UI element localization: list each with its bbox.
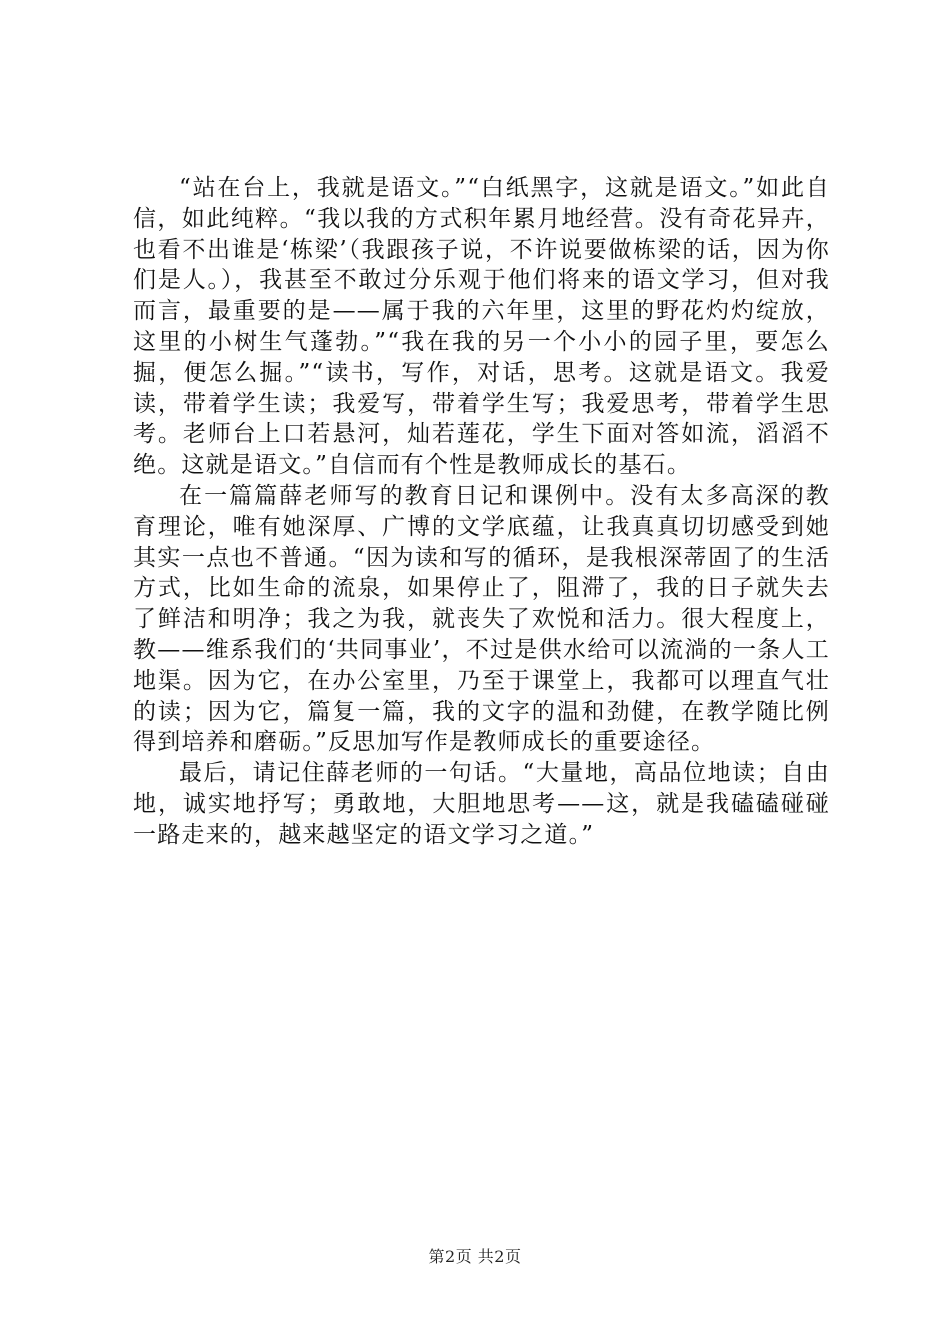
paragraph-3: 最后，请记住薛老师的一句话。“大量地，高品位地读；自由地，诚实地抒写；勇敢地，大胆地思考——这，就是我磕磕碰碰一路走来的，越来越坚定的语文学习之道。” bbox=[133, 760, 830, 848]
paragraph-1: “站在台上，我就是语文。”“白纸黑字，这就是语文。”如此自信，如此纯粹。“我以我的方式积年累月地经营。没有奇花异卉，也看不出谁是‘栋梁’（我跟孩子说，不许说要做栋梁的话，因为你们是人。），我甚至不敢过分乐观于他们将来的语文学习，但对我而言，最重要的是——属于我的六年里，这里的野花灼灼绽放，这里的小树生气蓬勃。”“我在我的另一个小小的园子里，要怎么掘，便怎么掘。”“读书，写作，对话，思考。这就是语文。我爱读，带着学生读；我爱写，带着学生写；我爱思考，带着学生思考。老师台上口若悬河，灿若莲花，学生下面对答如流，滔滔不绝。这就是语文。”自信而有个性是教师成长的基石。 bbox=[133, 175, 830, 479]
document-body bbox=[133, 173, 830, 851]
paragraph-2: 在一篇篇薛老师写的教育日记和课例中。没有太多高深的教育理论，唯有她深厚、广博的文学底蕴，让我真真切切感受到她其实一点也不普通。“因为读和写的循环，是我根深蒂固了的生活方式，比如生命的流泉，如果停止了，阻滞了，我的日子就失去了鲜洁和明净；我之为我，就丧失了欢悦和活力。很大程度上，教——维系我们的‘共同事业’，不过是供水给可以流淌的一条人工地渠。因为它，在办公室里，乃至于课堂上，我都可以理直气壮的读；因为它，篇复一篇，我的文字的温和劲健，在教学随比例得到培养和磨砺。”反思加写作是教师成长的重要途径。 bbox=[133, 482, 830, 756]
page-number: 第2页 共2页 bbox=[428, 1247, 522, 1266]
page-footer bbox=[0, 1244, 950, 1267]
